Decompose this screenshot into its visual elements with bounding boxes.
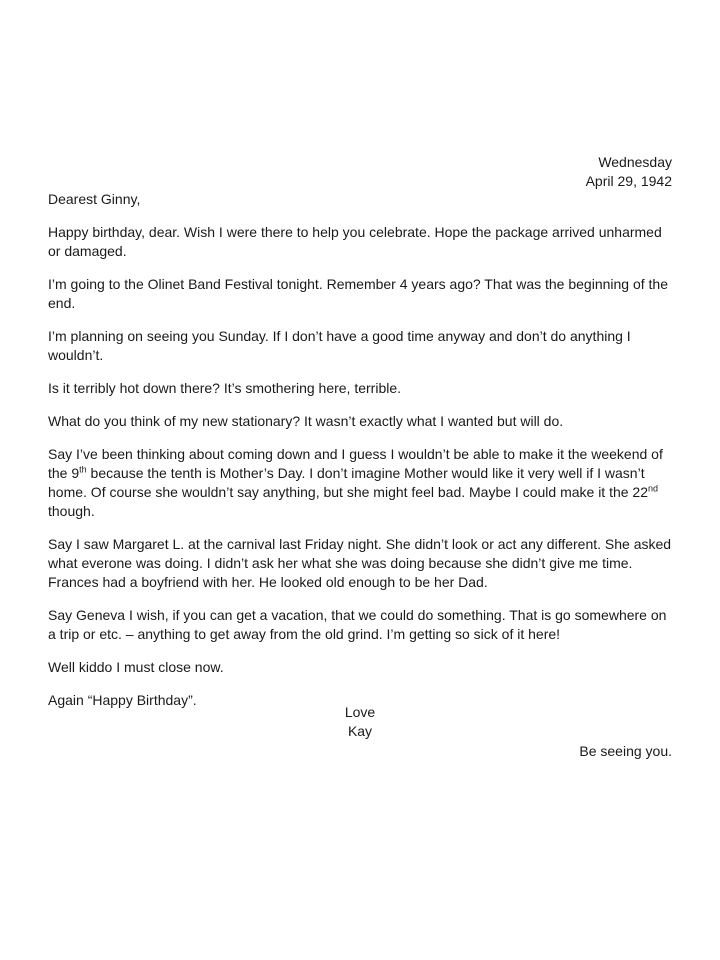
ordinal-nd: nd — [648, 483, 659, 494]
date: April 29, 1942 — [585, 173, 672, 189]
paragraph-close: Well kiddo I must close now. — [48, 659, 224, 675]
paragraph-stationary: What do you think of my new stationary? It wasn’t exactly what I wanted but will do. — [48, 413, 564, 429]
paragraph-weather: Is it terribly hot down there? It’s smothering here, terrible. — [48, 380, 402, 396]
paragraph-vacation: Say Geneva I wish, if you can get a vacation, that we could do something. That is go somewhere on a trip or etc. – anything to get away from the old grind. I’m getting so sick of it here! — [48, 607, 667, 642]
ordinal-th: th — [79, 464, 87, 475]
paragraph-carnival: Say I saw Margaret L. at the carnival last Friday night. She didn’t look or act any different. She asked what everone was doing. I didn’t ask her what she was doing because she didn’t give me time. Frances had a boyfriend with her. He looked old enough to be her Dad. — [48, 536, 672, 590]
signature-name: Kay — [347, 723, 373, 739]
mothers-day-text-3: though. — [48, 503, 95, 519]
weekday: Wednesday — [598, 154, 672, 170]
paragraph-sunday: I’m planning on seeing you Sunday. If I don’t have a good time anyway and don’t do anything I wouldn’t. — [48, 328, 631, 363]
postscript: Be seeing you. — [579, 743, 672, 759]
signature-block — [0, 703, 720, 741]
mothers-day-text-2: because the tenth is Mother’s Day. I don’t imagine Mother would like it very well if I wasn’t home. Of course she wouldn’t say anything, but she might feel bad. Maybe I could make it the 22 — [48, 465, 649, 500]
letter-body — [48, 190, 672, 724]
paragraph-again: Again “Happy Birthday”. — [48, 692, 197, 708]
paragraph-band-festival: I’m going to the Olinet Band Festival tonight. Remember 4 years ago? That was the beginning of the end. — [48, 276, 668, 311]
mothers-day-text-1: Say I’ve been thinking about coming down and I guess I wouldn’t be able to make it the weekend of the 9 — [48, 446, 663, 481]
dateline — [586, 153, 672, 191]
paragraph-birthday: Happy birthday, dear. Wish I were there to help you celebrate. Hope the package arrived unharmed or damaged. — [48, 224, 662, 259]
salutation: Dearest Ginny, — [48, 191, 141, 207]
paragraph-mothers-day — [48, 445, 672, 521]
closing: Love — [344, 704, 376, 720]
